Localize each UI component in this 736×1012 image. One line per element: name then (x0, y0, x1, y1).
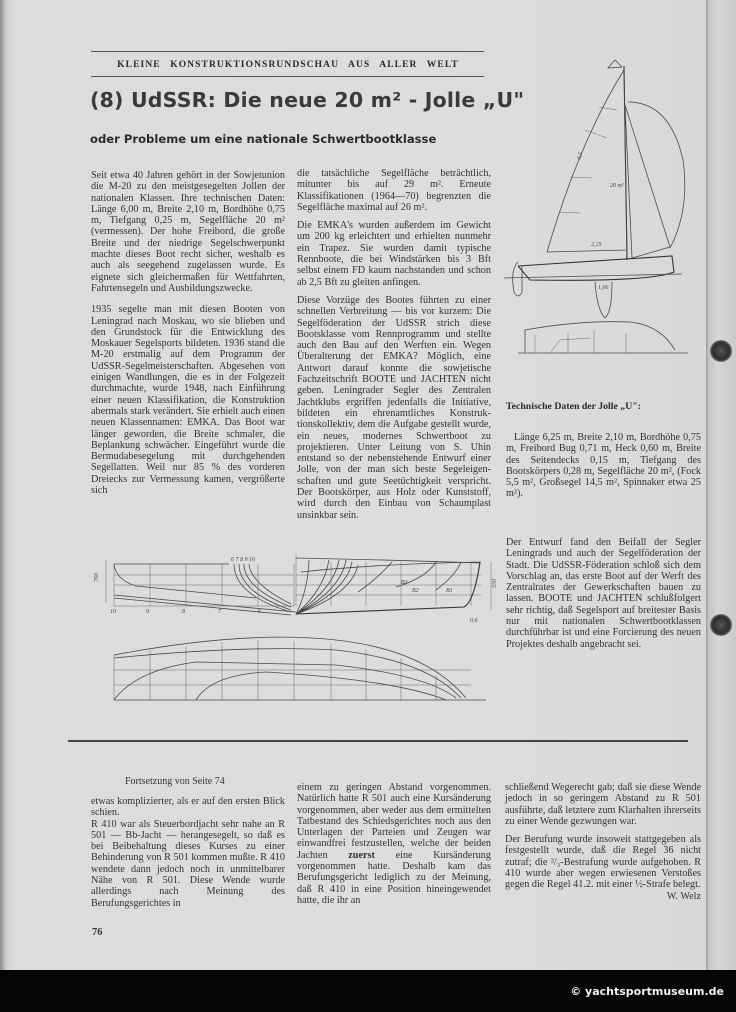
header-rule-top (91, 51, 484, 52)
waterline-half-breadth (114, 662, 456, 700)
text-run: einem zu geringen Abstand vorgenommen. Natürlich hatte R 501 auch eine Kursänderung vorgenommen, aber weder aus dem ermittelten Tatbestand des Schiedsgerichtes noch aus den Unterlagen der Parteien und Zeugen war einwandfrei festzustellen, welche der beiden Jachten (297, 782, 491, 861)
profile-lines-aft (114, 564, 296, 615)
article-column-3 (506, 537, 701, 657)
paragraph: etwas komplizierter, als er auf den ersten Blick schien. (91, 796, 285, 819)
text-run: eine Kursänderung vorgenommen hatte. Deshalb kam das Berufungsgericht lediglich zu der Meinung, daß R 410 in eine Position hineingewendet hatte, die ihr an (297, 849, 491, 906)
station-label: 10 (110, 609, 116, 615)
article-column-1 (91, 170, 285, 503)
continuation-heading: Fortsetzung von Seite 74 (125, 776, 225, 787)
profile-plan (296, 555, 498, 624)
buttock-label: B1 (446, 588, 453, 594)
station-label: 7 (218, 609, 221, 615)
station-label: 9 (146, 609, 149, 615)
punch-hole (710, 614, 732, 636)
centerboard-label: 1,66 (598, 285, 609, 291)
jib (625, 105, 670, 258)
section-header: KLEINE KONSTRUKTIONSRUNDSCHAU AUS ALLER WELT (117, 60, 459, 70)
continuation-column-2 (297, 782, 491, 913)
paragraph: 1935 segelte man mit diesen Booten von Leningrad nach Moskau, wo sie blieben und den Grundstock für die Entwicklung des Moskauer Segelsports bildeten. 1936 stand die M-20 erstmalig auf dem Programm der UdSSR-Segelmeisterschaften. Abgesehen von einigen Wandlungen, die es in der Folgezeit durchmachte, wurde 1948, nach Einführung einer neuen Klassifikation, die Konstruktion abermals stark verändert. Sie erhielt auch einen neuen Klassennamen: EMKA. Das Boot war länger geworden, die Breite schmaler, die Beplankung schwächer. Eingeführt wurde die Bermudabesegelung mit durchgehenden Segellatten. Weil nur 85 % des vorderen Dreiecks zur Vermessung kamen, vergrößerte sich (91, 304, 285, 497)
sail-batten (570, 177, 592, 178)
height-dimension-right: 550 (492, 579, 498, 588)
sail-area-label: 20 m² (610, 183, 624, 189)
masthead-flag (608, 60, 622, 68)
paragraph: die tatsächliche Segelfläche beträchtlich, mitunter bis auf 29 m². Erneute Klassifikationen (1964—70) begrenzten die Segelfläche maximal auf 26 m². (297, 168, 491, 213)
paragraph (505, 834, 701, 902)
paragraph: Diese Vorzüge des Bootes führten zu einer schnellen Verbreitung — bis vor kurzem: Die Segelföderation der UdSSR strich diese Bootsklasse vom Rennprogramm und stellte auch den Bau auf den Werften ein. Wegen Überalterung der EMKA? Möglich, eine Antwort darauf konnte die sowjetische Fachzeitschrift BOOTE und JACHTEN nicht geben. Leningrader Segler des Zentralen Jachtklubs ergriffen jedenfalls die Initiative, bildeten ein ehrenamtliches Konstruktionskollektiv, dem die Aufgabe gestellt wurde, ein neues, modernes Schwertboot zu projektieren. Unter Leitung von S. Uhin entstand so der nebenstehende Entwurf einer Jolle, von der man sich beste Segeleigenschaften und gute Seetüchtigkeit verspricht. Der Bootskörper, aus Holz oder Kunststoff, wird durch den Einbau von Schaumplast unsinkbar sein. (297, 294, 491, 521)
hull-profile (518, 256, 674, 280)
article-title: (8) UdSSR: Die neue 20 m² - Jolle „U" (90, 88, 525, 112)
emphasis-text: zuerst (348, 849, 375, 861)
sections-aft (234, 564, 291, 612)
continuation-column-3 (505, 782, 701, 902)
adjacent-page-edge (706, 0, 736, 970)
deck-plan-view (518, 322, 688, 353)
height-dimension-left: 760 (94, 573, 100, 582)
lines-plan-drawing (96, 550, 496, 700)
rudder (513, 262, 522, 296)
paragraph: schließend Wegerecht gab; daß sie diese Wende jedoch in so geringem Abstand zu R 501 ausführte, daß letztere zum Klarhalten ihrerseits zu einer Wende gezwungen war. (505, 782, 701, 827)
paragraph: Länge 6,25 m, Breite 2,10 m, Bordhöhe 0,75 m, Freibord Bug 0,71 m, Heck 0,60 m, Breite des Seitendecks 0,15 m, Tiefgang des Bootskörpers 0,28 m, Segelfläche 20 m², (Fock 5,5 m², Großsegel 14,5 m², Spinnaker etwa 25 m²). (506, 432, 701, 500)
paragraph: R 410 war als Steuerbordjacht sehr nahe an R 501 — Bb-Jacht — herangesegelt, so daß es bei Beibehaltung dieses Kurses zu einer Behinderung von R 501 kommen mußte. R 410 wendete dann jedoch noch in unmittelbarer Nähe von R 501. Diese Wende wurde allerdings nach Meinung des Berufungsgerichtes in (91, 818, 285, 909)
sail-plan-drawing (500, 30, 700, 360)
station-labels-aft: 6 7 8 9 10 (231, 557, 255, 563)
buttock-label: B3 (401, 580, 408, 586)
paragraph (297, 782, 491, 906)
waterline-half-breadth (196, 672, 446, 700)
station-label: 6 (258, 609, 261, 615)
stem-offset-dimension: 0,6 (470, 618, 478, 624)
spinnaker (628, 102, 685, 248)
half-breadth-plan (114, 637, 486, 700)
page-number: 76 (92, 927, 103, 938)
buttock-label: B2 (412, 588, 419, 594)
station-label: 8 (182, 609, 185, 615)
watermark-text[interactable]: © yachtsportmuseum.de (570, 985, 724, 998)
sheer-line (296, 558, 481, 572)
section-divider (68, 740, 688, 742)
paragraph: Seit etwa 40 Jahren gehört in der Sowjetunion die M-20 zu den meistgesegelten Jollen der nationalen Klassen. Ihre technischen Daten: Länge 6,00 m, Breite 2,10 m, Bordhöhe 0,75 m, Tiefgang 0,25 m, Segelfläche 20 m² (vermessen). Der hohe Freibord, die große Breite und der niedrige Segelschwerpunkt machte dieses Boot recht sicher, weshalb es auch als seegehend zugelassen wurde. Es eignete sich gleichermaßen für Wettfahrten, Fahrtensegeln und Ausbildungszwecke. (91, 170, 285, 294)
mainsail (547, 70, 627, 252)
body-plan (94, 557, 296, 615)
paragraph: Die EMKA's wurden außerdem im Gewicht um 200 kg erleichtert und erhielten nunmehr ein Trapez. Sie wurden damit typische Rennboote, die bei Windstärken bis 3 Bft selbst einem FD kaum nachstanden und schon ab 2,5 Bft zu gleiten anfingen. (297, 220, 491, 288)
punch-hole (710, 340, 732, 362)
author-signature: W. Welz (666, 890, 701, 902)
text-run: Der Berufung wurde insoweit stattgegeben als festgestellt wurde, daß die Regel 36 nicht zutraf; die ²/₃-Bestrafung wurde aufgehoben. R 410 wurde aber wegen erwiesenen Verstoßes gegen die Regel 41.2. mit einer ½-Strafe belegt. (505, 834, 701, 891)
technical-data-heading: Technische Daten der Jolle „U": (506, 401, 641, 412)
sail-batten (560, 212, 580, 213)
header-rule-bottom (91, 76, 484, 77)
article-subtitle: oder Probleme um eine nationale Schwertbootklasse (90, 132, 437, 146)
boom-length-label: 2,25 (591, 242, 602, 248)
paragraph: Der Entwurf fand den Beifall der Segler Leningrads und auch der Segelföderation der Stadt. Die UdSSR-Föderation schloß sich dem Vorschlag an, das erste Boot auf der Werft des Zentralrates der Gewerkschaften bauen zu lassen. BOOTE und JACHTEN schlußfolgert sehr richtig, daß Segelsport auf breitester Basis nur mit nationalen Schwertbootklassen durchführbar ist und eine Forcierung des neuen Projektes deshalb angebracht sei. (506, 537, 701, 650)
deck-plan-details (535, 330, 626, 353)
watermark-bar (0, 970, 736, 1012)
continuation-column-1 (91, 796, 285, 916)
article-column-2 (297, 168, 491, 528)
sail-label-luff: 6,5 (576, 151, 585, 161)
technical-data-text (506, 432, 701, 507)
